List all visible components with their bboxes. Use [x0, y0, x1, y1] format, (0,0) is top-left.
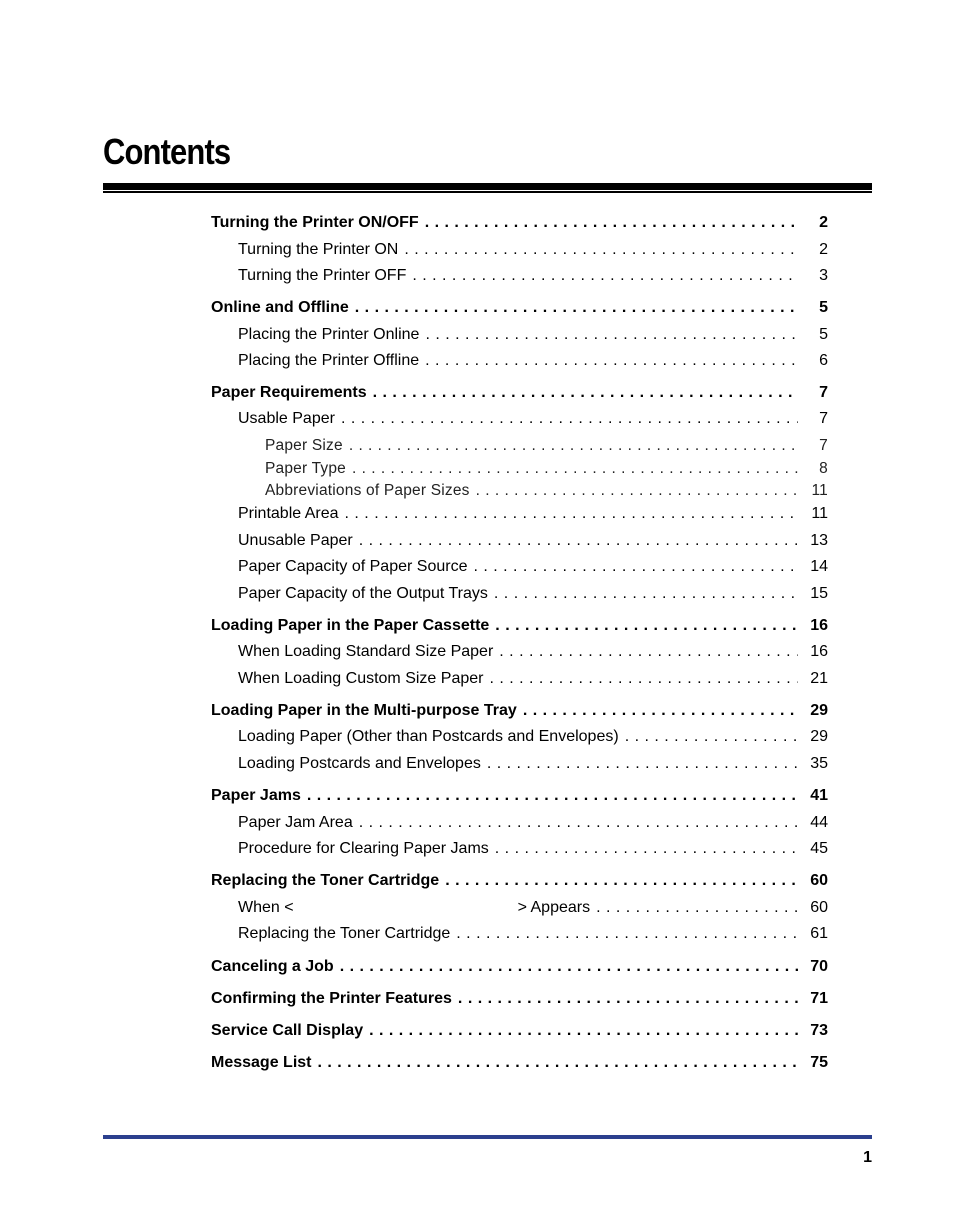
toc-entry-label: Canceling a Job [211, 958, 334, 975]
toc-leader-dots [352, 459, 798, 479]
toc-entry[interactable] [211, 616, 828, 636]
toc-entry-label: Placing the Printer Offline [238, 352, 420, 369]
page-title: Contents [103, 131, 231, 172]
toc-leader-dots [499, 642, 798, 662]
toc-entry-label: Loading Paper in the Paper Cassette [211, 617, 490, 634]
toc-entry[interactable] [211, 989, 828, 1009]
toc-leader-dots [458, 989, 798, 1009]
toc-leader-dots [494, 584, 798, 604]
toc-leader-dots [373, 383, 798, 403]
toc-entry-label: Paper Capacity of Paper Source [238, 558, 468, 575]
toc-entry-label: When Loading Standard Size Paper [238, 643, 494, 660]
toc-entry[interactable] [238, 754, 828, 774]
toc-entry-label: Placing the Printer Online [238, 326, 420, 343]
toc-leader-dots [625, 727, 798, 747]
toc-leader-dots [476, 481, 798, 501]
toc-leader-dots [412, 266, 798, 286]
toc-entry-label-end: > Appears [517, 899, 591, 916]
toc-entry-label: Loading Paper in the Multi-purpose Tray [211, 702, 517, 719]
toc-entry-label: Turning the Printer ON [238, 241, 399, 258]
toc-entry[interactable] [238, 325, 828, 345]
toc-entry[interactable] [238, 898, 828, 918]
toc-entry-label-start: When < [238, 899, 294, 916]
toc-entry-page: 60 [810, 872, 828, 889]
toc-entry-page: 14 [810, 558, 828, 575]
toc-entry-page: 11 [811, 505, 828, 522]
toc-entry-page: 6 [819, 352, 828, 369]
toc-entry-page: 29 [810, 702, 828, 719]
toc-entry[interactable] [211, 786, 828, 806]
toc-entry[interactable] [211, 1053, 828, 1073]
toc-entry-page: 7 [819, 410, 828, 427]
toc-entry-label: Service Call Display [211, 1022, 364, 1039]
toc-leader-dots [369, 1021, 798, 1041]
toc-entry[interactable] [238, 584, 828, 604]
toc-entry[interactable] [238, 642, 828, 662]
toc-leader-dots [495, 616, 798, 636]
toc-entry-label: Abbreviations of Paper Sizes [265, 482, 470, 499]
toc-entry-page: 7 [819, 437, 828, 454]
toc-leader-dots [359, 531, 798, 551]
toc-entry-page: 2 [819, 214, 828, 231]
toc-entry[interactable] [211, 957, 828, 977]
toc-entry-page: 45 [810, 840, 828, 857]
toc-entry-page: 29 [810, 728, 828, 745]
toc-entry[interactable] [238, 351, 828, 371]
toc-entry-page: 35 [810, 755, 828, 772]
toc-entry-page: 11 [811, 482, 828, 499]
toc-entry-page: 8 [819, 460, 828, 477]
toc-entry-label: Loading Postcards and Envelopes [238, 755, 481, 772]
toc-entry-label: Paper Size [265, 437, 343, 454]
toc-leader-dots [317, 1053, 798, 1073]
toc-entry-page: 70 [810, 958, 828, 975]
toc-entry-label: Online and Offline [211, 299, 349, 316]
toc-leader-dots [355, 298, 798, 318]
toc-leader-dots [473, 557, 798, 577]
toc-entry[interactable] [211, 298, 828, 318]
toc-entry[interactable] [238, 839, 828, 859]
toc-entry-page: 73 [810, 1022, 828, 1039]
toc-entry-page: 13 [810, 532, 828, 549]
toc-entry[interactable] [211, 871, 828, 891]
toc-leader-dots [596, 898, 798, 918]
toc-entry-label: Paper Requirements [211, 384, 367, 401]
toc-leader-dots [425, 213, 798, 233]
toc-entry-label: Paper Jams [211, 787, 301, 804]
toc-entry[interactable] [238, 669, 828, 689]
toc-entry[interactable] [265, 436, 828, 456]
toc-entry[interactable] [238, 504, 828, 524]
toc-entry[interactable] [238, 813, 828, 833]
toc-entry-page: 3 [819, 267, 828, 284]
page-number: 1 [863, 1149, 872, 1166]
toc-entry-page: 5 [819, 299, 828, 316]
toc-entry-label: Message List [211, 1054, 312, 1071]
toc-entry[interactable] [211, 701, 828, 721]
toc-entry-page: 75 [810, 1054, 828, 1071]
toc-entry[interactable] [238, 266, 828, 286]
toc-entry-page: 7 [819, 384, 828, 401]
toc-entry-page: 16 [810, 643, 828, 660]
toc-leader-dots [523, 701, 798, 721]
toc-entry[interactable] [238, 240, 828, 260]
toc-entry[interactable] [265, 459, 828, 479]
toc-entry-label: Replacing the Toner Cartridge [238, 925, 451, 942]
toc-entry-page: 60 [810, 899, 828, 916]
toc-leader-dots [340, 957, 798, 977]
footer-rule [103, 1135, 872, 1139]
toc-entry-label: Paper Capacity of the Output Trays [238, 585, 488, 602]
toc-entry-label: Printable Area [238, 505, 339, 522]
toc-entry-page: 41 [810, 787, 828, 804]
toc-entry-label: Turning the Printer OFF [238, 267, 407, 284]
toc-leader-dots [445, 871, 798, 891]
toc-leader-dots [307, 786, 798, 806]
toc-entry-label: Paper Type [265, 460, 346, 477]
toc-entry-label [238, 898, 590, 918]
toc-leader-dots [495, 839, 798, 859]
toc-entry-label: Turning the Printer ON/OFF [211, 214, 419, 231]
toc-entry[interactable] [238, 557, 828, 577]
toc-entry-page: 71 [810, 990, 828, 1007]
toc-entry[interactable] [265, 481, 828, 501]
toc-entry-page: 5 [819, 326, 828, 343]
toc-entry-label: Procedure for Clearing Paper Jams [238, 840, 489, 857]
toc-entry-page: 61 [810, 925, 828, 942]
toc-leader-dots [359, 813, 798, 833]
toc-entry[interactable] [238, 727, 828, 747]
toc-entry-page: 15 [810, 585, 828, 602]
toc-entry-page: 44 [810, 814, 828, 831]
toc-leader-dots [425, 351, 798, 371]
toc-leader-dots [487, 754, 798, 774]
toc-entry-label: When Loading Custom Size Paper [238, 670, 484, 687]
toc-entry[interactable] [211, 213, 828, 233]
toc-entry[interactable] [238, 409, 828, 429]
toc-entry-page: 16 [810, 617, 828, 634]
toc-entry-label: Loading Paper (Other than Postcards and Envelopes) [238, 728, 619, 745]
toc-entry-page: 2 [819, 241, 828, 258]
toc-leader-dots [341, 409, 798, 429]
toc-leader-dots [345, 504, 798, 524]
toc-entry[interactable] [238, 531, 828, 551]
toc-entry-label: Confirming the Printer Features [211, 990, 452, 1007]
toc-entry[interactable] [238, 924, 828, 944]
toc-entry[interactable] [211, 1021, 828, 1041]
toc-leader-dots [349, 436, 798, 456]
toc-entry[interactable] [211, 383, 828, 403]
toc-entry-label: Usable Paper [238, 410, 335, 427]
toc-leader-dots [456, 924, 798, 944]
toc-entry-label: Paper Jam Area [238, 814, 353, 831]
toc-leader-dots [425, 325, 798, 345]
toc-leader-dots [404, 240, 798, 260]
toc-entry-label: Replacing the Toner Cartridge [211, 872, 440, 889]
toc-leader-dots [489, 669, 798, 689]
toc-entry-page: 21 [810, 670, 828, 687]
toc-entry-label: Unusable Paper [238, 532, 353, 549]
